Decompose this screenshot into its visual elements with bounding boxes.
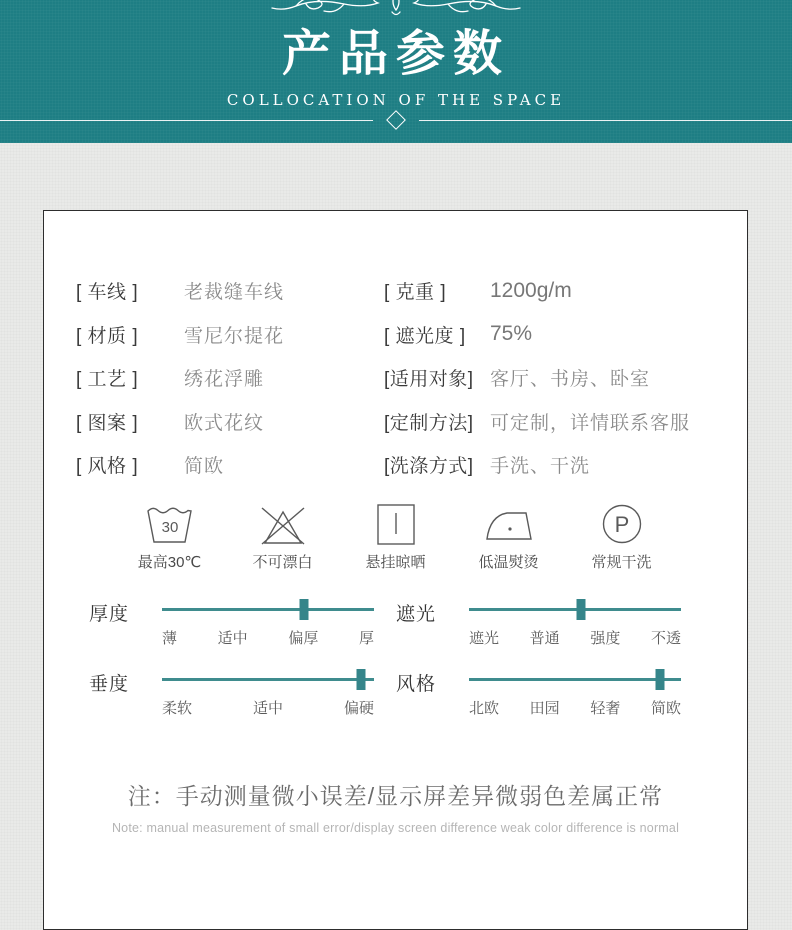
- param-value: 欧式花纹: [184, 412, 265, 434]
- scale-label: 强度: [590, 629, 621, 647]
- param-label: [ 遮光度 ]: [384, 325, 466, 347]
- care-label: 常规干洗: [591, 553, 652, 571]
- param-value: 1200g/m: [490, 278, 572, 302]
- slider-style: [388, 668, 715, 718]
- param-row-craft: [76, 356, 384, 400]
- slider-track: [162, 608, 374, 611]
- slider-scale: [469, 697, 681, 718]
- care-item-iron: [469, 503, 549, 572]
- flourish-ornament-icon: [266, 0, 526, 22]
- diamond-icon: [386, 110, 406, 130]
- dry-clean-icon: [597, 503, 647, 545]
- param-value: 客厅、书房、卧室: [490, 369, 651, 391]
- hang-dry-icon: [371, 503, 421, 545]
- divider-line-left: [0, 120, 373, 121]
- scale-label: 不透: [650, 629, 681, 647]
- iron-low-temp-icon: [484, 503, 534, 545]
- parameter-column-right: [384, 269, 715, 487]
- param-label: [ 车线 ]: [76, 282, 139, 304]
- header-band: [0, 0, 792, 143]
- scale-label: 田园: [529, 699, 560, 717]
- slider-shading: [388, 598, 715, 648]
- attribute-sliders: [76, 598, 715, 718]
- page-title: 产品参数: [281, 24, 510, 82]
- param-value: 手洗、干洗: [490, 456, 591, 478]
- slider-scale: [469, 627, 681, 648]
- parameter-column-left: [76, 269, 384, 487]
- slider-marker: [577, 599, 586, 620]
- scale-label: 简欧: [650, 699, 681, 717]
- slider-name: 厚度: [89, 603, 130, 625]
- param-label: [ 工艺 ]: [76, 369, 139, 391]
- scale-label: 偏厚: [288, 629, 319, 647]
- param-label: [ 克重 ]: [384, 282, 447, 304]
- param-value: 雪尼尔提花: [184, 325, 285, 347]
- slider-name: 垂度: [89, 673, 130, 695]
- scale-label: 厚: [358, 629, 374, 647]
- care-label: 低温熨烫: [478, 553, 539, 571]
- care-item-dry-clean: [582, 503, 662, 572]
- slider-marker: [655, 669, 664, 690]
- note-zh: 注：手动测量微小误差/显示屏差异微弱色差属正常: [127, 782, 664, 809]
- slider-track: [469, 678, 681, 681]
- care-label: 悬挂晾晒: [365, 553, 426, 571]
- header-divider: [0, 113, 792, 127]
- slider-track: [162, 678, 374, 681]
- slider-track: [469, 608, 681, 611]
- scale-label: 薄: [162, 629, 178, 647]
- slider-name: 遮光: [396, 603, 437, 625]
- no-bleach-icon: [258, 503, 308, 545]
- param-row-stitching: [76, 269, 384, 313]
- param-row-applicable: [384, 356, 715, 400]
- page-subtitle: COLLOCATION OF THE SPACE: [226, 91, 566, 109]
- slider-drape: [76, 668, 388, 718]
- product-parameters-card: [43, 210, 748, 930]
- svg-text:P: P: [614, 511, 629, 537]
- scale-label: 柔软: [162, 699, 193, 717]
- param-value: 绣花浮雕: [184, 369, 265, 391]
- param-label: [ 材质 ]: [76, 325, 139, 347]
- divider-line-right: [419, 120, 792, 121]
- param-value: 简欧: [184, 456, 225, 478]
- param-value: 老裁缝车线: [184, 282, 285, 304]
- care-item-hang-dry: [356, 503, 436, 572]
- care-label: 不可漂白: [252, 553, 313, 571]
- care-item-wash: [130, 503, 210, 572]
- slider-scale: [162, 627, 374, 648]
- scale-label: 适中: [217, 629, 248, 647]
- parameter-grid: [76, 269, 715, 487]
- param-label: [适用对象]: [384, 369, 474, 391]
- param-label: [洗涤方式]: [384, 456, 474, 478]
- param-row-shading-rate: [384, 313, 715, 357]
- param-row-washing: [384, 443, 715, 487]
- param-row-customize: [384, 400, 715, 444]
- wash-30-icon: [145, 503, 195, 545]
- care-label: 最高30℃: [137, 553, 202, 571]
- scale-label: 偏硬: [343, 699, 374, 717]
- scale-label: 适中: [252, 699, 283, 717]
- note-en: Note: manual measurement of small error/display screen difference weak color difference is normal: [111, 820, 680, 835]
- scale-label: 遮光: [469, 629, 500, 647]
- slider-marker: [300, 599, 309, 620]
- svg-text:30: 30: [161, 518, 178, 536]
- slider-marker: [357, 669, 366, 690]
- param-row-style: [76, 443, 384, 487]
- param-label: [ 风格 ]: [76, 456, 139, 478]
- slider-scale: [162, 697, 374, 718]
- scale-label: 北欧: [469, 699, 500, 717]
- param-row-material: [76, 313, 384, 357]
- param-row-weight: [384, 269, 715, 313]
- param-row-pattern: [76, 400, 384, 444]
- param-value: 75%: [490, 322, 533, 346]
- care-item-no-bleach: [243, 503, 323, 572]
- param-label: [ 图案 ]: [76, 412, 139, 434]
- disclaimer-note: [76, 778, 715, 835]
- param-label: [定制方法]: [384, 412, 474, 434]
- care-instructions: [76, 503, 715, 572]
- scale-label: 轻奢: [590, 699, 621, 717]
- slider-thickness: [76, 598, 388, 648]
- param-value: 可定制，详情联系客服: [490, 412, 691, 434]
- scale-label: 普通: [529, 629, 560, 647]
- slider-name: 风格: [396, 673, 437, 695]
